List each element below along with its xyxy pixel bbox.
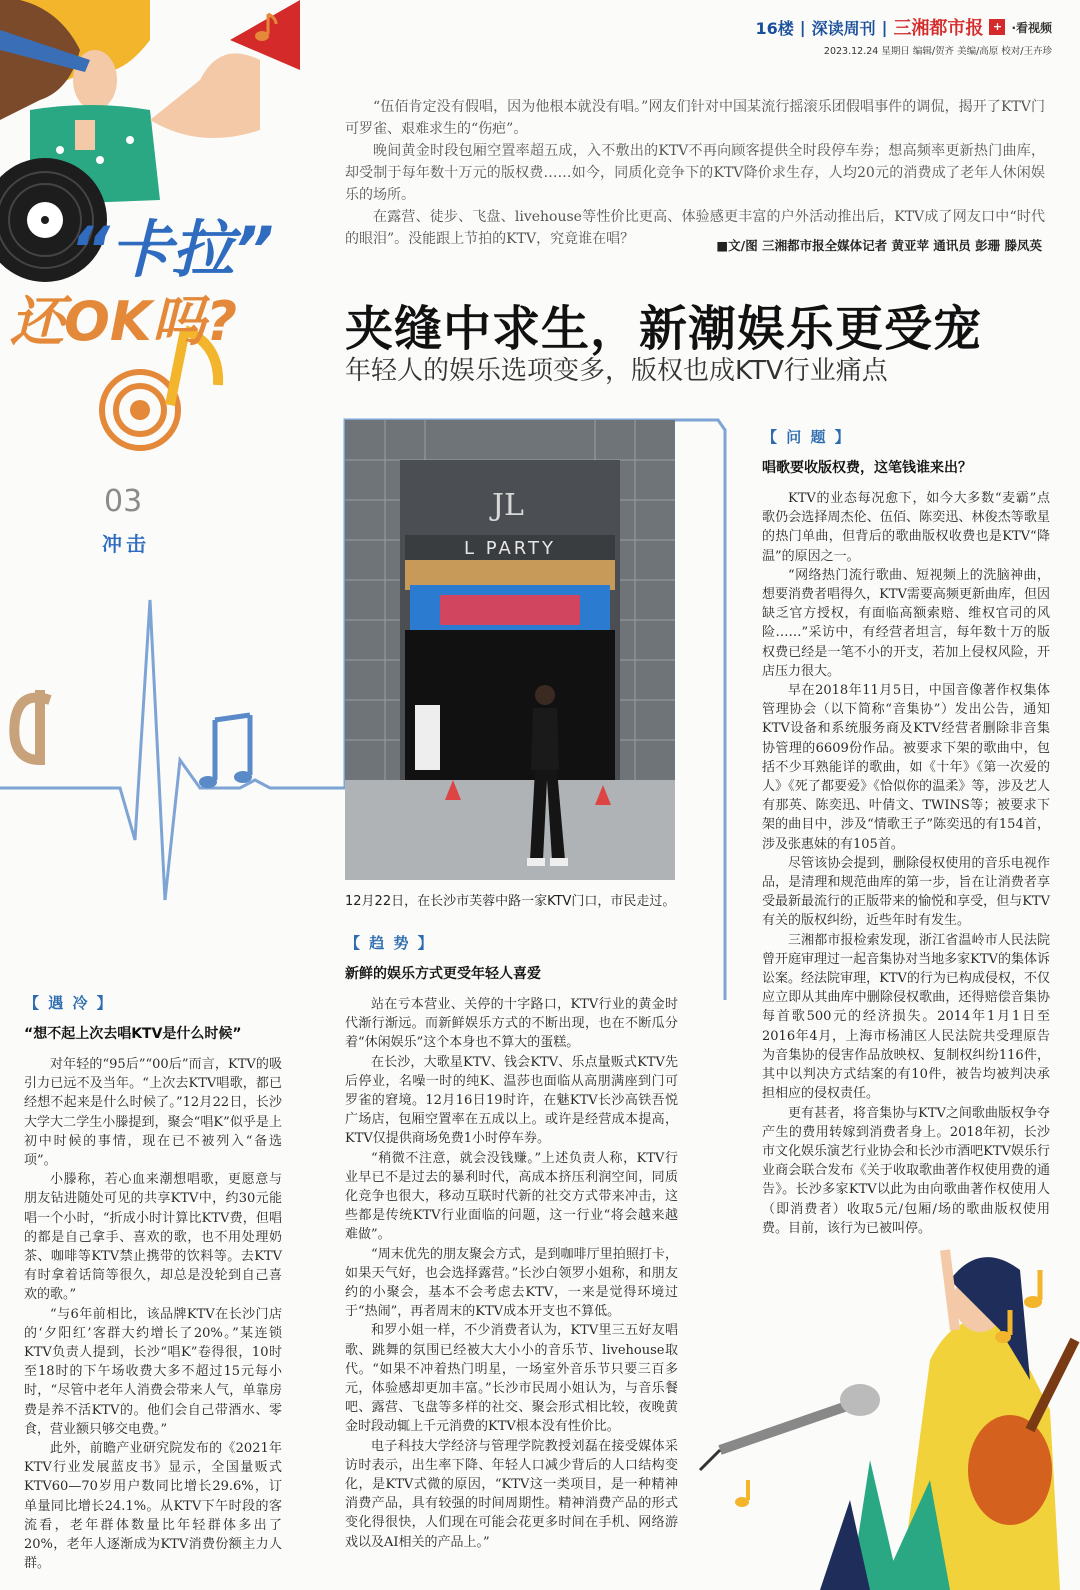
lead-paragraph: 在露营、徒步、飞盘、livehouse等性价比更高、体验感更丰富的户外活动推出后，KTV成了网友口中“时代的眼泪”。没能跟上节拍的KTV，究竟谁在唱？ [345,209,1045,247]
paragraph: 和罗小姐一样，不少消费者认为，KTV里三五好友唱歌、跳舞的氛围已经被大大小小的音乐节、livehouse取代。“如果不冲着热门明星，一场室外音乐节只要三百多元，体验感却更加丰富。”长沙市民周小姐认为，与音乐餐吧、露营、飞盘等多样的社交、聚会形式相比较，夜晚黄金时段动辄上千元消费的KTV根本没有性价比。 [345,1323,678,1435]
lead-paragraph: 晚间黄金时段包厢空置率超五成，入不敷出的KTV不再向顾客提供全时段停车券；想高频率更新热门曲库，却受制于每年数十万元的版权费……如今，同质化竞争下的KTV降价求生存，人均20元的消费成了老年人休闲娱乐的场所。 [345,143,1045,203]
ktv-photo [345,420,675,880]
section-tag: 【 趋 势 】 [345,934,435,952]
section-tag: 【 问 题 】 [762,428,852,446]
lead-text [345,96,1045,250]
section-tag: 【 遇 冷 】 [24,994,114,1012]
feature-title-line2: 还OK吗? [10,290,238,353]
paragraph: “与6年前相比，该品牌KTV在长沙门店的‘夕阳红’客群大约增长了20%。”某连锁KTV负责人提到，长沙“唱K”卷得很，10时至18时的下午场收费大多不超过15元每小时，“尽管中老年人消费会带来人气，单靠房费是养不活KTV的。他们会自己带酒水、零食，营业额只够交电费。” [24,1306,282,1437]
svg-text:JL: JL [492,488,524,523]
byline: ■文/图 三湘都市报全媒体记者 黄亚苹 通讯员 彭珊 滕凤英 [716,238,1042,253]
section-heading: 唱歌要收版权费，这笔钱谁来出？ [762,460,972,476]
ktv-sign: L PARTY [464,538,556,559]
subheadline: 年轻人的娱乐选项变多，版权也成KTV行业痛点 [345,356,888,386]
issue-meta: 2023.12.24 星期日 编辑/贺齐 美编/高原 校对/王卉珍 [823,46,1052,57]
section-name: 冲击 [102,532,150,556]
paragraph: “周末优先的朋友聚会方式，是到咖啡厅里拍照打卡，如果天气好，也会选择露营。”长沙白领罗小姐称，和朋友约的小聚会，基本不会考虑去KTV，一来是觉得环境过于“热闹”，再者周末的KTV成本开支也不算低。 [345,1246,678,1320]
photo-caption: 12月22日，在长沙市芙蓉中路一家KTV门口，市民走过。 [345,894,676,909]
paragraph: 更有甚者，将音集协与KTV之间歌曲版权争夺产生的费用转嫁到消费者身上。2018年初，长沙市文化娱乐演艺行业协会和长沙市酒吧KTV娱乐行业商会联合发布《关于收取歌曲著作权使用费的通告》。长沙多家KTV以此为由向歌曲著作权使用人（即消费者）收取5元/包厢/场的歌曲版权使用费。目前，该行为已被叫停。 [762,1105,1050,1236]
page-number: 16楼 [755,18,794,38]
section-cold [24,992,282,1573]
video-badge: + [989,19,1005,35]
section-number: 03 [104,484,143,519]
headline: 夹缝中求生，新潮娱乐更受宠 [345,301,983,357]
paragraph: 小滕称，若心血来潮想唱歌，更愿意与朋友钻进随处可见的共享KTV中，约30元能唱一个小时，“折成小时计算比KTV费，但唱的都是自己拿手、喜欢的歌，也不用处理奶茶、咖啡等KTV禁止携带的饮料等。去KTV有时拿着话筒等很久，却总是没轮到自己喜欢的歌。” [24,1172,282,1303]
paragraph: KTV的业态每况愈下，如今大多数“麦霸”点歌仍会选择周杰伦、伍佰、陈奕迅、林俊杰等歌星的热门单曲，但背后的歌曲版权收费也是KTV“降温”的原因之一。 [762,491,1050,564]
microphone-icon [700,1384,880,1470]
paragraph: 电子科技大学经济与管理学院教授刘磊在接受媒体采访时表示，出生率下降、年轻人口减少背后的人口结构变化，是KTV式微的原因，“KTV这一类项目，是一种精神消费产品，具有较强的时间周期性。精神消费产品的形式变化得很快，人们现在可能会花更多时间在手机、网络游戏以及AI相关的产品上。” [345,1438,678,1550]
section-heading: 新鲜的娱乐方式更受年轻人喜爱 [345,966,541,982]
column-name: 深读周刊 [811,18,876,38]
paragraph: 对年轻的“95后”“00后”而言，KTV的吸引力已远不及当年。“上次去KTV唱歌，都已经想不起来是什么时候了。”12月22日，长沙大学大二学生小滕提到，聚会“唱K”似乎是上初中时候的事情，现在已不被列入“备选项”。 [24,1057,282,1169]
masthead: 16楼 | 深读周刊 | 三湘都市报 + ·看视频 2023.12.24 星期日 编辑/贺齐 美编/高原 校对/王卉珍 [682,14,1052,60]
section-trend [345,932,678,1552]
paragraph: 三湘都市报检索发现，浙江省温岭市人民法院曾开庭审理过一起音集协对当地多家KTV的集体诉讼案。经法院审理，KTV的行为已构成侵权，不仅应立即从其曲库中删除侵权歌曲，还得赔偿音集协每首歌500元的经济损失。2014年1月1日至2016年4月，上海市杨浦区人民法院共受理原告为音集协的侵害作品放映权、复制权纠纷116件，其中以判决方式结案的有10件，被告均被判决承担相应的侵权责任。 [762,932,1050,1102]
paragraph: 站在亏本营业、关停的十字路口，KTV行业的黄金时代渐行渐远。而新鲜娱乐方式的不断出现，也在不断瓜分着“休闲娱乐”这个本身也不算大的蛋糕。 [345,997,678,1051]
feature-title [10,200,320,356]
paragraph: 此外，前瞻产业研究院发布的《2021年KTV行业发展蓝皮书》显示，全国量贩式KTV60—70岁用户数同比增长29.6%，订单量同比增长24.1%。从KTV下午时段的客流看，老年群体数量比年轻群体多出了20%，老年人逐渐成为KTV消费份额主力人群。 [24,1441,282,1572]
paragraph: “稍微不注意，就会没钱赚。”上述负责人称，KTV行业早已不是过去的暴利时代，高成本挤压利润空间，同质化竞争也很大，移动互联时代新的社交方式带来冲击，这些都是传统KTV行业面临的问题，这一行业“将会越来越难做”。 [345,1150,678,1243]
paragraph: 早在2018年11月5日，中国音像著作权集体管理协会（以下简称“音集协”）发出公告，通知KTV设备和系统服务商及KTV经营者删除非音集协管理的6609份作品。被要求下架的歌曲中，包括不少耳熟能详的歌曲，如《十年》《第一次爱的人》《死了都要爱》《恰似你的温柔》等，涉及艺人有那英、陈奕迅、叶倩文、TWINS等；被要求下架的曲目中，涉及“情歌王子”陈奕迅的有154首，涉及张惠妹的有105首。 [762,683,1050,852]
lead-paragraph: “伍佰肯定没有假唱，因为他根本就没有唱。”网友们针对中国某流行摇滚乐团假唱事件的调侃，揭开了KTV门可罗雀、艰难求生的“伤疤”。 [345,99,1045,137]
paragraph: “网络热门流行歌曲、短视频上的洗脑神曲，想要消费者唱得久，KTV需要高频更新曲库，但因缺乏官方授权，有面临高额索赔、维权官司的风险……”采访中，有经营者坦言，每年数十万的版权费已经是一笔不小的开支，若加上侵权风险，开店压力很大。 [762,567,1050,679]
paragraph: 在长沙，大歌星KTV、钱会KTV、乐点量贩式KTV先后停业，名噪一时的纯K、温莎也面临从高朋满座到门可罗雀的窘境。12月16日19时许，在魅KTV长沙高铁吾悦广场店，包厢空置率在五成以上。或许是经营成本提高，KTV仅提供商场免费1小时停车券。 [345,1054,678,1147]
video-label: ·看视频 [1011,20,1052,35]
paragraph: 尽管该协会提到，删除侵权使用的音乐电视作品，是清理和规范曲库的第一步，旨在让消费者享受最新最流行的正版带来的愉悦和享受，但与KTV有关的版权纠纷，近些年时有发生。 [762,855,1050,929]
feature-title-line1: “卡拉” [70,213,274,286]
section-heading: “想不起上次去唱KTV是什么时候” [24,1026,242,1042]
paper-name: 三湘都市报 [893,18,984,39]
music-note-icon [199,715,252,788]
section-issue [762,426,1050,1238]
